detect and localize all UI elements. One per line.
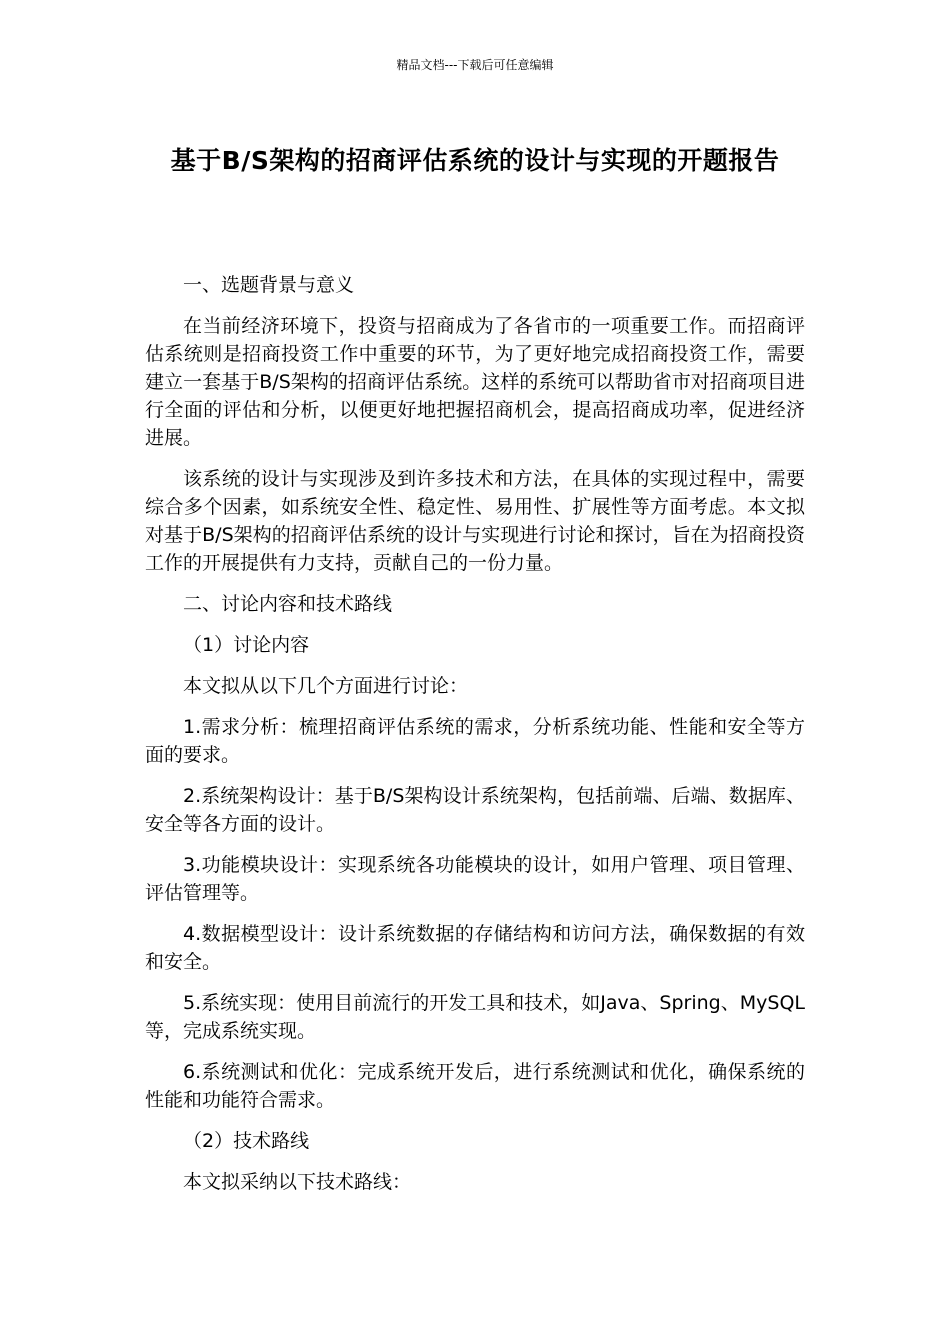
paragraph-background: 在当前经济环境下，投资与招商成为了各省市的一项重要工作。而招商评估系统则是招商投资工作中重要的环节，为了更好地完成招商投资工作，需要建立一套基于B/S架构的招商评估系统。这样的系统可以帮助省市对招商项目进行全面的评估和分析，以便更好地把握招商机会，提高招商成功率，促进经济进展。: [145, 315, 805, 449]
paragraph-significance: 该系统的设计与实现涉及到许多技术和方法，在具体的实现过程中，需要综合多个因素，如系统安全性、稳定性、易用性、扩展性等方面考虑。本文拟对基于B/S架构的招商评估系统的设计与实现进行讨论和探讨，旨在为招商投资工作的开展提供有力支持，贡献自己的一份力量。: [145, 468, 805, 574]
paragraph-technical-route-intro: 本文拟采纳以下技术路线：: [183, 1171, 412, 1193]
list-item-modules: 3.功能模块设计：实现系统各功能模块的设计，如用户管理、项目管理、评估管理等。: [145, 854, 805, 904]
paragraph-intro-list: 本文拟从以下几个方面进行讨论：: [183, 675, 469, 697]
section-heading-background: 一、选题背景与意义: [183, 274, 355, 296]
list-item-data-model: 4.数据模型设计：设计系统数据的存储结构和访问方法，确保数据的有效和安全。: [145, 923, 805, 973]
subheading-technical-route: （2）技术路线: [183, 1130, 310, 1152]
list-item-testing: 6.系统测试和优化：完成系统开发后，进行系统测试和优化，确保系统的性能和功能符合需求。: [145, 1061, 805, 1111]
list-item-requirements: 1.需求分析：梳理招商评估系统的需求，分析系统功能、性能和安全等方面的要求。: [145, 716, 805, 766]
document-title: 基于B/S架构的招商评估系统的设计与实现的开题报告: [170, 146, 780, 175]
page-header-note: 精品文档---下载后可任意编辑: [396, 58, 554, 72]
section-heading-research: 二、讨论内容和技术路线: [183, 593, 393, 615]
subheading-research-content: （1）讨论内容: [183, 634, 310, 656]
list-item-architecture: 2.系统架构设计：基于B/S架构设计系统架构，包括前端、后端、数据库、安全等各方面的设计。: [145, 785, 805, 835]
list-item-implementation: 5.系统实现：使用目前流行的开发工具和技术，如Java、Spring、MySQL等，完成系统实现。: [145, 992, 805, 1042]
document-body: [145, 271, 805, 1209]
